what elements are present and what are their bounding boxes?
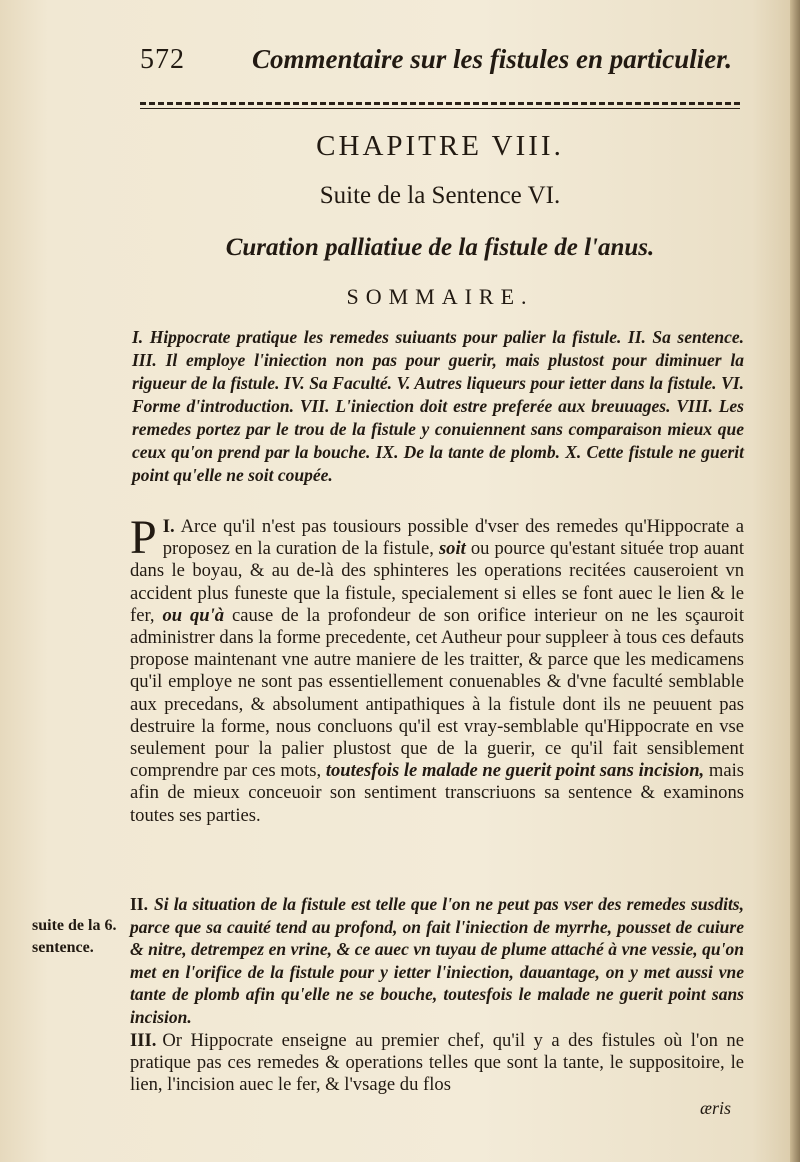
paragraph-emphasis: ou qu'à xyxy=(162,604,225,626)
sentence-quote: Si la situation de la fistule est telle que l'on ne peut pas vser des remedes susdits, parce que sa cauité tend au profond, on fait l'iniection de myrrhe, pousset de cuiure & nitre, detrempez en vrine, & ce auec vn tuyau de plume attaché à vne vessie, qu'on met en l'orifice de la fistule pour y ietter l'iniection, dauantage, on y met aussi vne tante de plomb afin qu'elle ne se bouche, toutesfois le malade ne guerit point sans incision. xyxy=(130,894,744,1027)
paragraph-text: Or Hippocrate enseigne au premier chef, qu'il y a des fistules où l'on ne pratique pas ces remedes & operations telles que sont la tante, le suppositoire, le lien, l'incision auec le fer, & l'vsage du flos xyxy=(130,1030,744,1096)
drop-cap: P xyxy=(130,511,157,564)
paragraph-2 xyxy=(130,893,744,1029)
catchword: æris xyxy=(700,1098,732,1118)
paragraph-text: Arce qu'il n'est pas tousiours possible d'vser des remedes qu'Hippocrate a proposez en la curation de la fistule, xyxy=(162,516,744,560)
sommaire-heading: SOMMAIRE. xyxy=(346,284,534,309)
paragraph-1 xyxy=(130,511,745,827)
running-title: Commentaire sur les fistules en particulier. xyxy=(252,44,733,74)
chapter-heading: CHAPITRE VIII. xyxy=(316,130,564,162)
paragraph-number: III. xyxy=(130,1030,157,1051)
paragraph-text: mais afin de mieux conceuoir son sentiment transcriuons sa sentence & examinons toutes ses parties. xyxy=(130,760,744,826)
margin-note: suite de la 6. sentence. xyxy=(32,917,117,956)
paragraph-emphasis: toutesfois le malade ne guerit point sans incision, xyxy=(325,760,705,782)
page-edge-shadow xyxy=(790,0,800,1162)
page-header xyxy=(140,44,740,80)
paragraph-number: I. xyxy=(162,516,175,537)
paragraph-text: ou pource qu'estant située trop auant dans le boyau, & au de-là des sphinteres les operations recitées causeroient vn accident plus funeste que la fistule, specialement si elles se font auec le lien & le fer, xyxy=(130,538,745,626)
chapter-summary: I. Hippocrate pratique les remedes suiuants pour palier la fistule. II. Sa sentence. III. Il employe l'iniection non pas pour guerir, mais plustost pour diminuer la rigueur de la fistule. IV. Sa Faculté. V. Autres liqueurs pour ietter dans la fistule. VI. Forme d'introduction. VII. L'iniection doit estre preferée aux breuuages. VIII. Les remedes portez par le trou de la fistule y conuiennent sans comparaison mieux que ceux qu'on prend par la bouche. IX. De la tante de plomb. X. Cette fistule ne guerit point qu'elle ne soit coupée. xyxy=(132,327,744,485)
header-rule-thin xyxy=(140,108,740,109)
page-number: 572 xyxy=(140,44,185,75)
chapter-subtitle: Suite de la Sentence VI. xyxy=(319,182,561,209)
paragraph-text: cause de la profondeur de son orifice interieur on ne les sçauroit administrer dans la forme precedente, cet Autheur pour suppleer à tous ces defauts propose maintenant vne autre maniere de les traitter, & parce que les medicamens qu'il employe ne sont pas essentiellement conuenables & d'vne faculté semblable aux precedans, & absolument antipathiques à la fistule dont ils ne peuuent pas destruire la forme, nous concluons qu'il est vray-semblable qu'Hippocrate en vse seulement pour la palier plustost que de la guerir, ce qu'il fait sensiblement comprendre par ces mots, xyxy=(130,604,745,782)
paragraph-emphasis: soit xyxy=(438,538,466,560)
header-rule xyxy=(140,102,740,105)
paragraph-3 xyxy=(130,1030,744,1097)
section-title: Curation palliatiue de la fistule de l'anus. xyxy=(225,234,655,261)
paragraph-number: II. xyxy=(130,894,148,914)
